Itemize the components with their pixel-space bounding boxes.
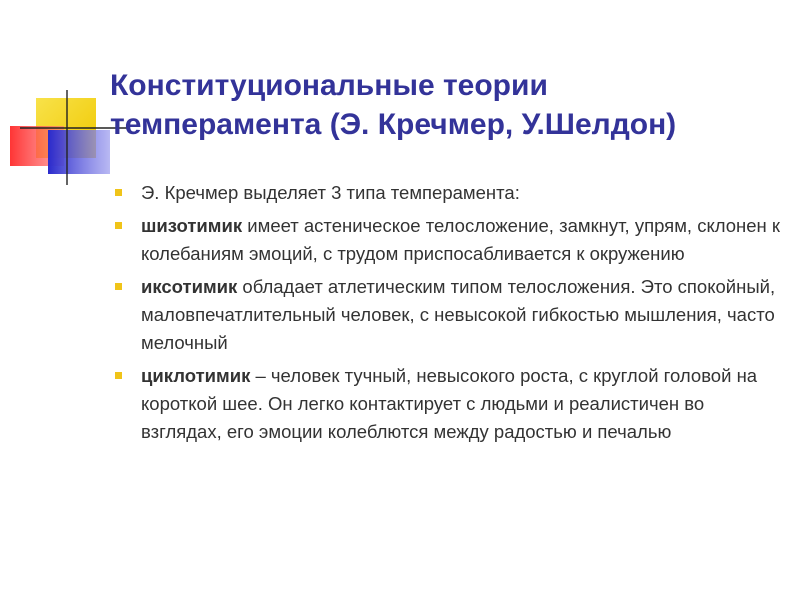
list-item xyxy=(111,362,781,446)
bullet-marker-icon xyxy=(115,283,122,290)
list-item xyxy=(111,212,781,268)
bullet-marker-icon xyxy=(115,189,122,196)
bullet-term: шизотимик xyxy=(141,215,243,236)
bullet-list xyxy=(111,179,781,451)
bullet-text: обладает атлетическим типом телосложения. Это спокойный, маловпечатлительный человек, с невысокой гибкостью мышления, часто мелочный xyxy=(141,276,776,353)
bullet-text: Э. Кречмер выделяет 3 типа темперамента: xyxy=(141,182,520,203)
bullet-marker-icon xyxy=(115,222,122,229)
bullet-text: – человек тучный, невысокого роста, с круглой головой на короткой шее. Он легко контактирует с людьми и реалистичен во взглядах, его эмоции колеблются между радостью и печалью xyxy=(141,365,758,442)
bullet-term: иксотимик xyxy=(141,276,238,297)
blue-square xyxy=(48,130,110,174)
slide-title xyxy=(110,66,790,144)
bullet-text: имеет астеническое телосложение, замкнут, упрям, склонен к колебаниям эмоций, с трудом приспосабливается к окружению xyxy=(141,215,780,264)
bullet-term: циклотимик xyxy=(141,365,251,386)
bullet-marker-icon xyxy=(115,372,122,379)
list-item xyxy=(111,179,781,207)
list-item xyxy=(111,273,781,357)
title-line-1: Конституциональные теории xyxy=(110,69,548,102)
title-line-2: темперамента (Э. Кречмер, У.Шелдон) xyxy=(110,108,677,141)
